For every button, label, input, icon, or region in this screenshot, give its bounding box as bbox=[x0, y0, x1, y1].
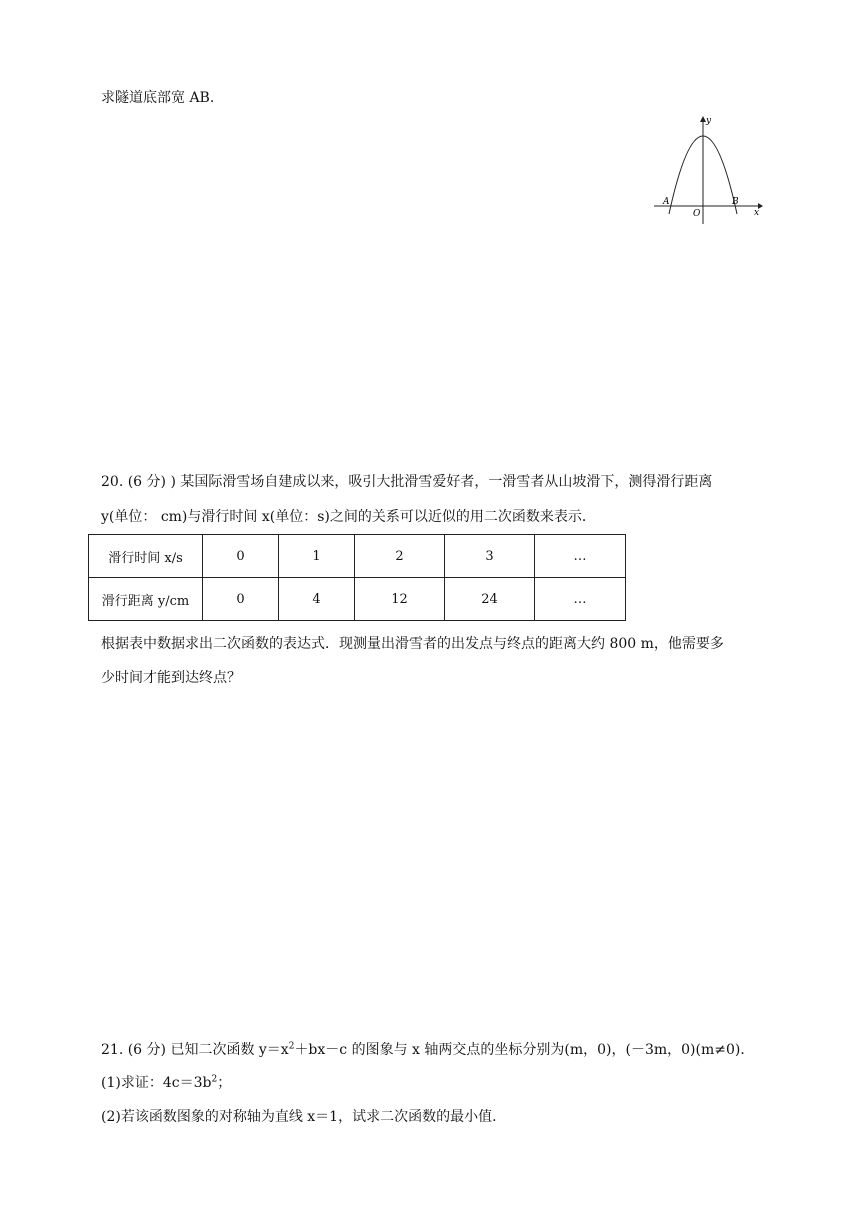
parabola-figure bbox=[650, 112, 765, 230]
q21-line2-sup: 2 bbox=[211, 1074, 218, 1085]
table-cell: 4 bbox=[279, 578, 355, 621]
table-cell: 1 bbox=[279, 535, 355, 578]
q20-line1: 20. (6 分) ) 某国际滑雪场自建成以来，吸引大批滑雪爱好者，一滑雪者从山坡滑下，测得滑行距离 bbox=[101, 474, 713, 490]
label-x: x bbox=[754, 208, 760, 218]
table-cell: 滑行距离 y/cm bbox=[89, 578, 203, 621]
table-row bbox=[89, 578, 626, 621]
label-a: A bbox=[663, 197, 670, 207]
q21-line2-a: (1)求证：4c＝3b bbox=[101, 1075, 212, 1091]
table-cell: 0 bbox=[203, 535, 279, 578]
q21-line2 bbox=[101, 1073, 231, 1093]
q21-line1 bbox=[101, 1040, 754, 1060]
q20-line3: 根据表中数据求出二次函数的表达式．现测量出滑雪者的出发点与终点的距离大约 800 m，他需要多 bbox=[101, 636, 724, 652]
q21-line3: (2)若该函数图象的对称轴为直线 x＝1，试求二次函数的最小值． bbox=[101, 1109, 507, 1125]
label-y: y bbox=[706, 116, 712, 126]
q21-line1-b: ＋bx－c 的图象与 x 轴两交点的坐标分别为(m，0)，(－3m，0)(m≠0)． bbox=[294, 1042, 755, 1058]
table-cell: 2 bbox=[355, 535, 445, 578]
table-cell: … bbox=[535, 578, 626, 621]
table-cell: 3 bbox=[445, 535, 535, 578]
table-cell: 24 bbox=[445, 578, 535, 621]
q21-line1-sup: 2 bbox=[288, 1041, 295, 1052]
table-cell: 滑行时间 x/s bbox=[89, 535, 203, 578]
q20-line4: 少时间才能到达终点？ bbox=[101, 670, 241, 686]
data-table bbox=[88, 534, 626, 621]
table-row bbox=[89, 535, 626, 578]
label-b: B bbox=[732, 197, 739, 207]
q21-line2-b: ； bbox=[217, 1075, 232, 1091]
q20-line2: y(单位： cm)与滑行时间 x(单位：s)之间的关系可以近似的用二次函数来表示． bbox=[101, 509, 596, 525]
label-o: O bbox=[693, 209, 701, 219]
q21-line1-a: 21. (6 分) 已知二次函数 y＝x bbox=[101, 1042, 289, 1058]
q19-text: 求隧道底部宽 AB. bbox=[101, 90, 215, 106]
table-cell: 0 bbox=[203, 578, 279, 621]
table-cell: 12 bbox=[355, 578, 445, 621]
table-cell: … bbox=[535, 535, 626, 578]
